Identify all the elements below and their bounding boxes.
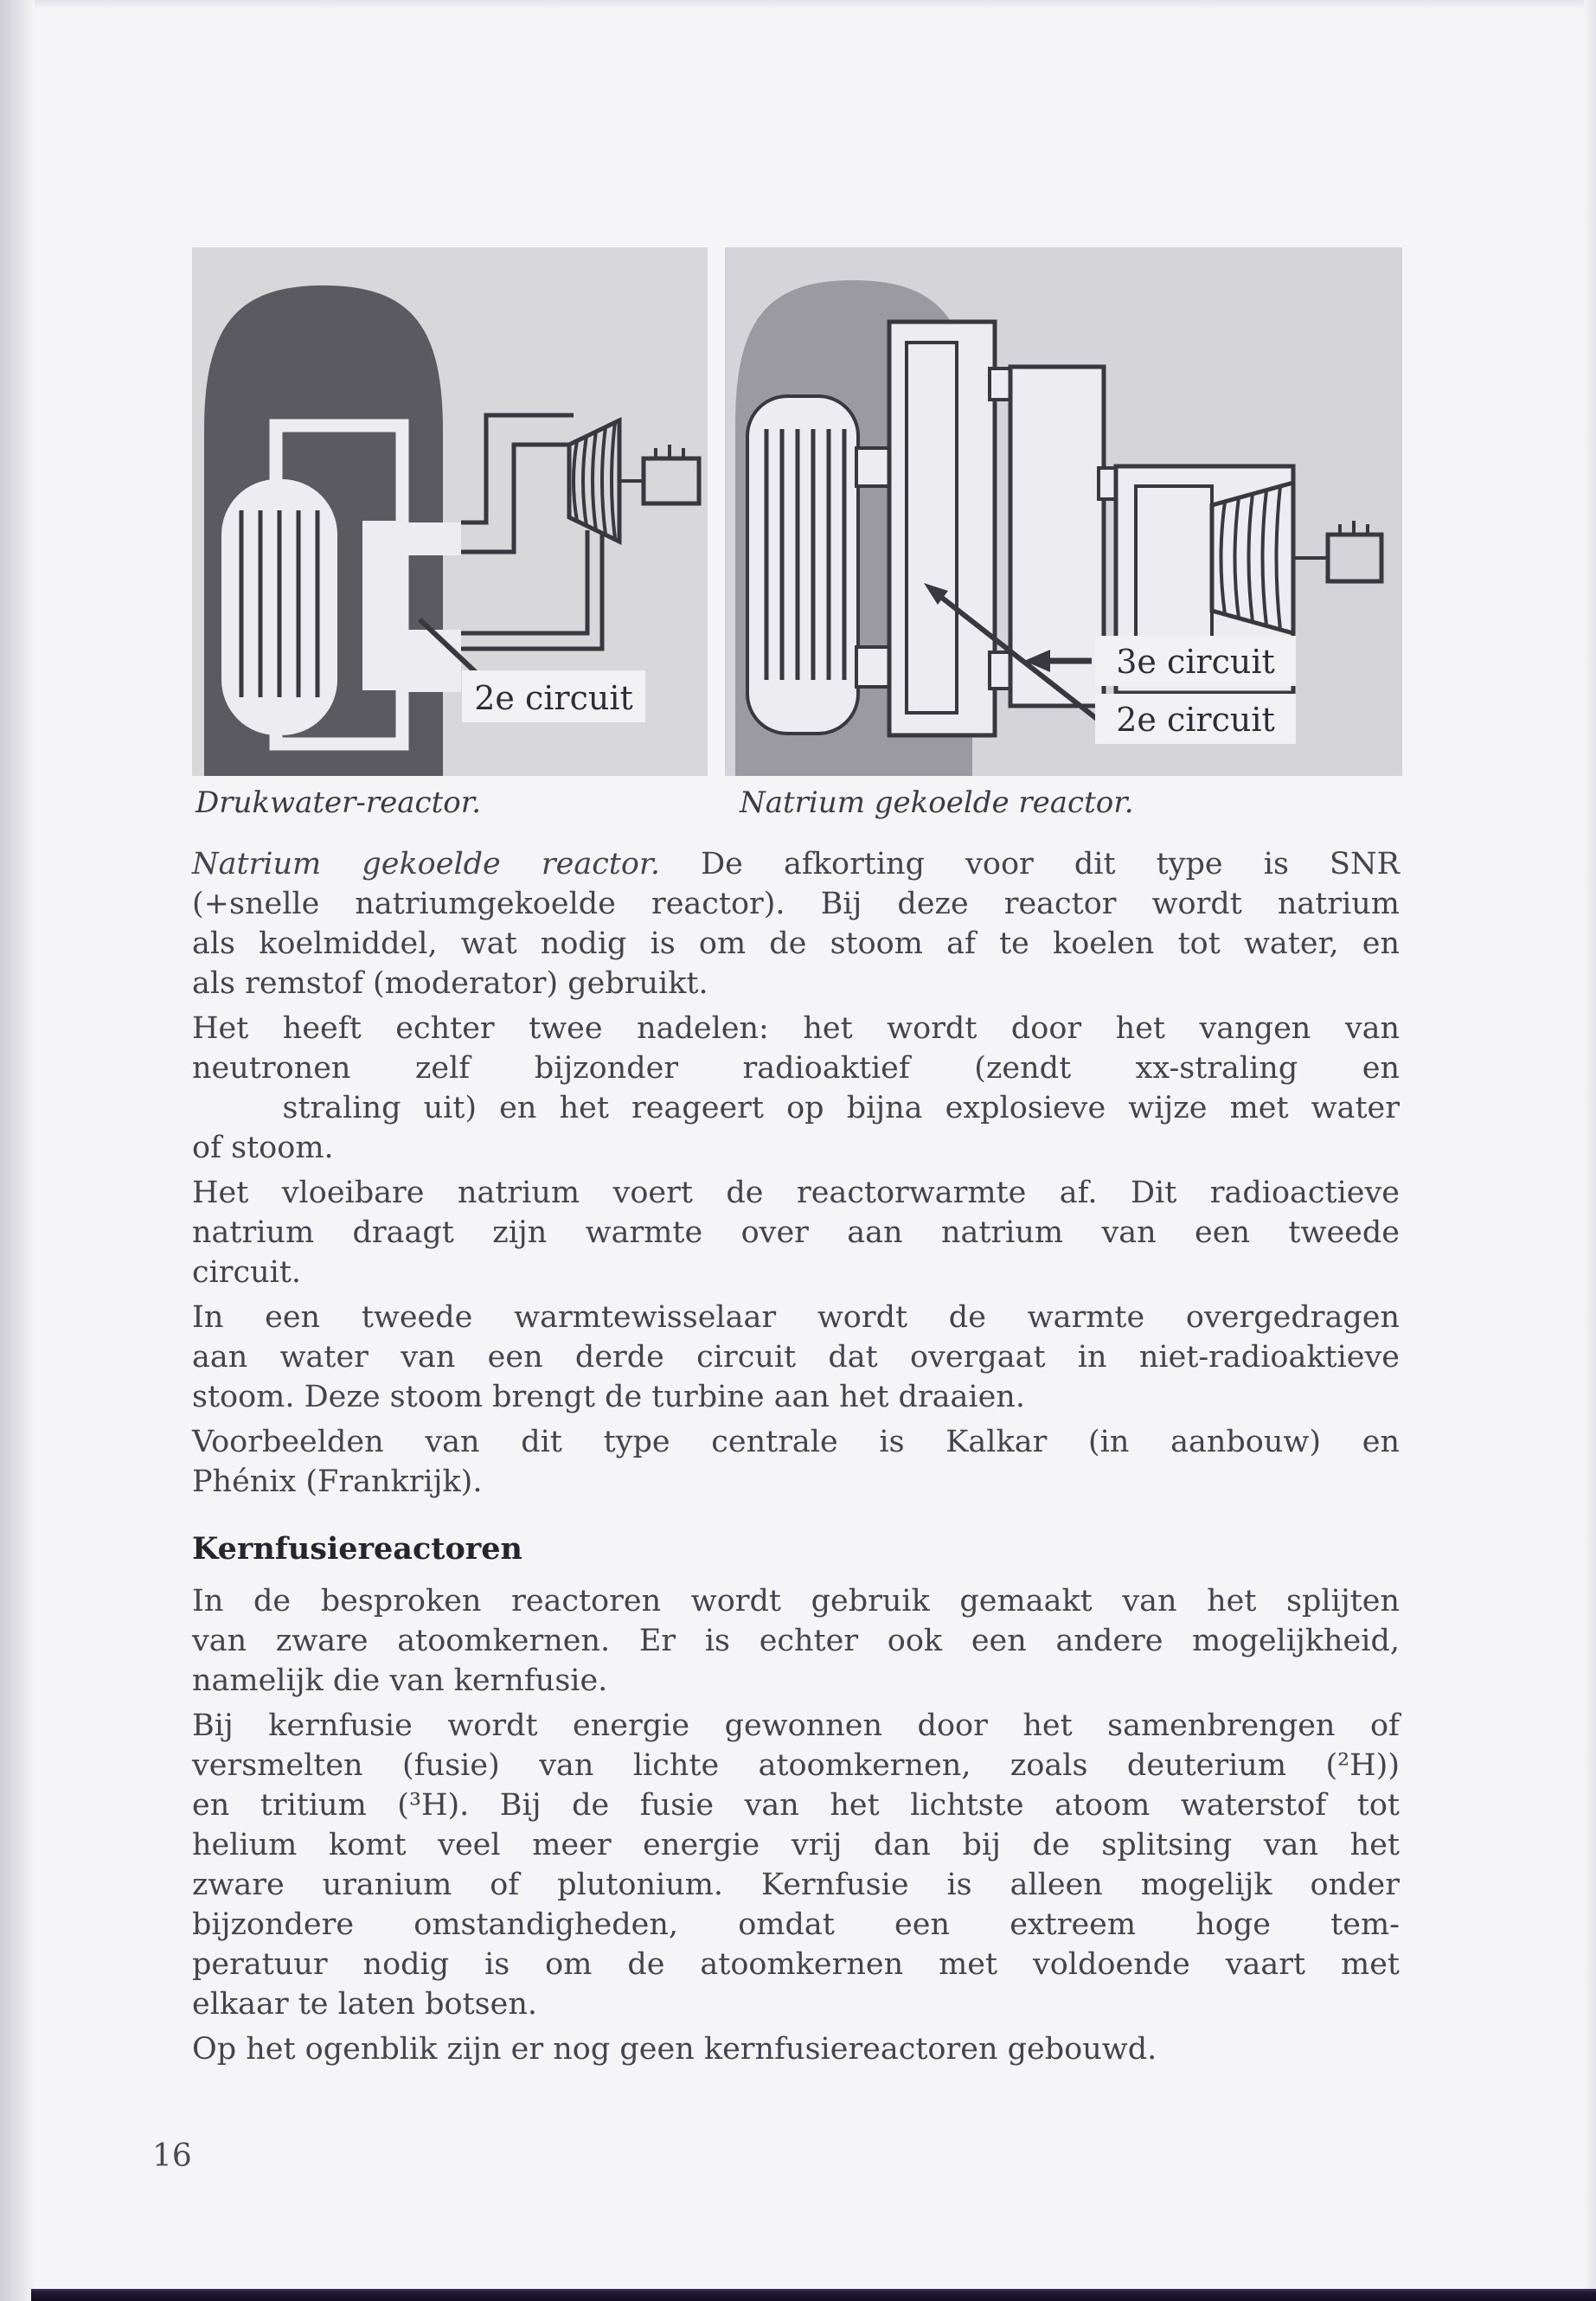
body-line bbox=[192, 1621, 1400, 1661]
body-line bbox=[192, 1213, 1400, 1253]
body-line bbox=[192, 1984, 1400, 2024]
text-segment: Op het ogenblik zijn er nog geen kernfusiereactoren gebouwd. bbox=[192, 2032, 1157, 2067]
dome-return-channel bbox=[406, 630, 461, 692]
paragraph bbox=[192, 1581, 1400, 1701]
text-segment: aan water van een derde circuit dat overgaat in niet-radioaktieve bbox=[192, 1340, 1400, 1375]
scan-top-edge bbox=[0, 0, 1596, 9]
text-segment: neutronen zelf bijzonder radioaktief (zendt xx-straling en bbox=[192, 1051, 1400, 1086]
text-segment: Het heeft echter twee nadelen: het wordt door het vangen van bbox=[192, 1011, 1400, 1046]
article bbox=[192, 844, 1400, 2074]
text-segment: Phénix (Frankrijk). bbox=[192, 1465, 483, 1499]
text-segment: van zware atoomkernen. Er is echter ook een andere mogelijkheid, bbox=[192, 1624, 1400, 1658]
text-segment: Bij kernfusie wordt energie gewonnen door het samenbrengen of bbox=[192, 1708, 1400, 1743]
text-segment: (+snelle natriumgekoelde reactor). Bij deze reactor wordt natrium bbox=[192, 887, 1400, 921]
body-line bbox=[192, 1253, 1400, 1292]
body-line bbox=[192, 1865, 1400, 1905]
body-line bbox=[192, 1581, 1400, 1621]
third-circuit-loop bbox=[1010, 367, 1104, 706]
body-line bbox=[192, 1173, 1400, 1213]
text-segment: In een tweede warmtewisselaar wordt de warmte overgedragen bbox=[192, 1300, 1400, 1335]
body-line bbox=[192, 1746, 1400, 1785]
paragraph bbox=[192, 1298, 1400, 1417]
italic-text-segment: Natrium gekoelde reactor. bbox=[192, 847, 660, 881]
scan-left-edge bbox=[0, 0, 35, 2301]
label-3e-circuit: 3e circuit bbox=[1116, 643, 1275, 681]
scan-bottom-bar bbox=[31, 2289, 1596, 2301]
body-line bbox=[192, 964, 1400, 1003]
body-line bbox=[192, 1422, 1400, 1462]
text-segment: helium komt veel meer energie vrij dan bij de splitsing van het bbox=[192, 1828, 1400, 1862]
figure-natrium-reactor bbox=[725, 247, 1402, 776]
reactor-vessel bbox=[747, 396, 858, 734]
turbine-icon bbox=[1212, 483, 1293, 633]
body-line bbox=[192, 1088, 1400, 1128]
text-segment: In de besproken reactoren wordt gebruik gemaakt van het splijten bbox=[192, 1584, 1400, 1618]
body-line bbox=[192, 1661, 1400, 1701]
body-line bbox=[192, 1048, 1400, 1088]
body-line bbox=[192, 1905, 1400, 1945]
vessel-return-stub bbox=[856, 647, 891, 687]
body-line bbox=[192, 1785, 1400, 1825]
text-segment: stoom. Deze stoom brengt de turbine aan het draaien. bbox=[192, 1380, 1025, 1414]
paragraph bbox=[192, 844, 1400, 1003]
text-segment: peratuur nodig is om de atoomkernen met voldoende vaart met bbox=[192, 1947, 1400, 1982]
text-segment: als remstof (moderator) gebruikt. bbox=[192, 966, 708, 1001]
vessel-outlet-stub bbox=[856, 448, 891, 486]
paragraph bbox=[192, 1009, 1400, 1168]
steam-generator bbox=[362, 521, 407, 690]
text-segment: namelijk die van kernfusie. bbox=[192, 1663, 608, 1698]
body-line bbox=[192, 884, 1400, 924]
natrium-reactor-diagram bbox=[725, 247, 1402, 776]
body-line bbox=[192, 1945, 1400, 1984]
label-2e-circuit: 2e circuit bbox=[1116, 701, 1275, 739]
caption-natrium-reactor: Natrium gekoelde reactor. bbox=[740, 785, 1134, 820]
drukwater-reactor-diagram bbox=[192, 247, 708, 776]
body-line bbox=[192, 1825, 1400, 1865]
text-segment: bijzondere omstandigheden, omdat een extreem hoge tem- bbox=[192, 1907, 1400, 1942]
body-line bbox=[192, 1377, 1400, 1417]
text-segment: straling uit) en het reageert op bijna explosieve wijze met water bbox=[192, 1091, 1400, 1125]
paragraph bbox=[192, 1422, 1400, 1502]
caption-drukwater-reactor: Drukwater-reactor. bbox=[195, 785, 482, 820]
body-line bbox=[192, 1009, 1400, 1048]
body-line bbox=[192, 2029, 1400, 2069]
label-2e-circuit: 2e circuit bbox=[474, 679, 633, 717]
text-segment: en tritium (³H). Bij de fusie van het lichtste atoom waterstof tot bbox=[192, 1788, 1400, 1823]
body-line bbox=[192, 1337, 1400, 1377]
dome-outlet-channel bbox=[406, 522, 461, 555]
text-segment: Voorbeelden van dit type centrale is Kalkar (in aanbouw) en bbox=[192, 1425, 1400, 1459]
text-segment: versmelten (fusie) van lichte atoomkernen, zoals deuterium (²H)) bbox=[192, 1748, 1400, 1783]
body-line bbox=[192, 1298, 1400, 1337]
text-segment: als koelmiddel, wat nodig is om de stoom af te koelen tot water, en bbox=[192, 926, 1400, 961]
text-segment: elkaar te laten botsen. bbox=[192, 1987, 537, 2022]
text-segment: of stoom. bbox=[192, 1131, 334, 1165]
text-segment: De afkorting voor dit type is SNR bbox=[659, 847, 1400, 881]
figure-drukwater-reactor bbox=[192, 247, 708, 776]
body-line bbox=[192, 1128, 1400, 1168]
scan-right-edge bbox=[1584, 0, 1596, 2301]
section-heading: Kernfusiereactoren bbox=[192, 1531, 522, 1567]
paragraph bbox=[192, 1706, 1400, 2024]
paragraph bbox=[192, 2029, 1400, 2069]
paragraph bbox=[192, 1173, 1400, 1292]
text-segment: zware uranium of plutonium. Kernfusie is alleen mogelijk onder bbox=[192, 1868, 1400, 1902]
body-line bbox=[192, 844, 1400, 884]
body-line bbox=[192, 1462, 1400, 1502]
page-number: 16 bbox=[152, 2138, 192, 2174]
body-line bbox=[192, 924, 1400, 964]
body-line bbox=[192, 1706, 1400, 1746]
text-segment: circuit. bbox=[192, 1255, 302, 1290]
text-segment: natrium draagt zijn warmte over aan natrium van een tweede bbox=[192, 1215, 1400, 1250]
second-circuit-inner bbox=[907, 343, 957, 713]
text-segment: Het vloeibare natrium voert de reactorwarmte af. Dit radioactieve bbox=[192, 1176, 1400, 1210]
